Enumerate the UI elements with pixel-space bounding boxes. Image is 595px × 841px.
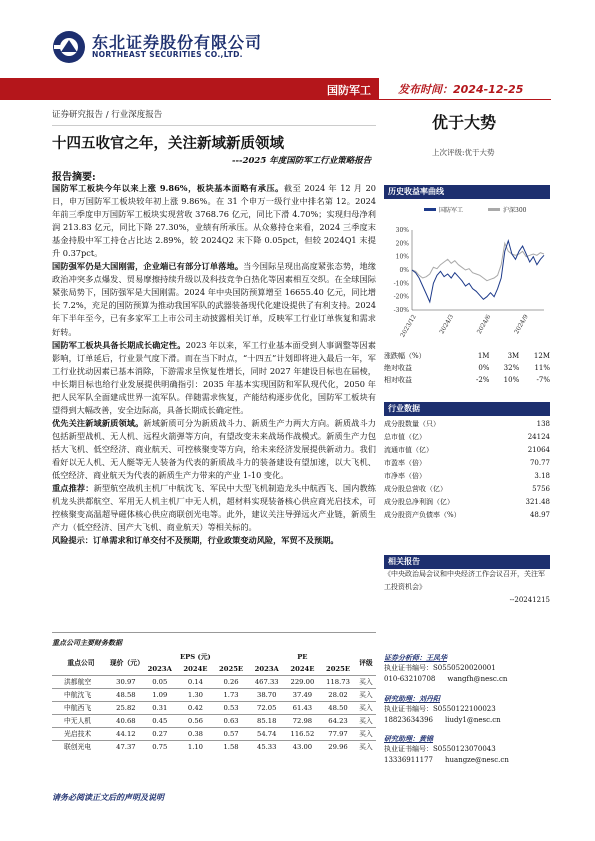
analyst-email[interactable]: huangze@nesc.cn xyxy=(445,756,509,764)
year-header: 2023A xyxy=(147,665,172,673)
analyst-email[interactable]: liudy1@nesc.cn xyxy=(445,716,501,724)
banner-rule xyxy=(379,99,551,100)
market-label: 市盈率（倍） xyxy=(384,459,426,467)
table-row xyxy=(52,676,376,689)
market-row xyxy=(384,457,550,470)
value-cell: 0.42 xyxy=(178,702,214,715)
analyst-phone: 010-63210708 xyxy=(384,675,436,683)
perf-header-cell: 3M xyxy=(507,352,520,360)
analyst-block xyxy=(384,652,507,685)
market-row xyxy=(384,483,550,496)
analyst-cert: 执业证书编号：S0550122100023 xyxy=(384,705,496,713)
analyst-email[interactable]: wangfh@nesc.cn xyxy=(447,675,508,683)
market-row xyxy=(384,470,550,483)
value-cell: 1.30 xyxy=(178,689,214,702)
related-report xyxy=(384,568,550,607)
paragraph-lead: 国防军工板块今年以来上涨 9.86%，板块基本面略有承压。 xyxy=(52,183,284,193)
col-company: 重点公司 xyxy=(67,659,95,667)
perf-value: 0% xyxy=(478,364,490,372)
value-cell: 61.43 xyxy=(285,702,321,715)
related-report-title[interactable]: 《中央政治局会议和中央经济工作会议召开，关注军工投资机会》 xyxy=(384,570,545,591)
market-label: 成分股资产负债率（%） xyxy=(384,511,461,519)
market-value: 5756 xyxy=(532,485,550,493)
market-label: 市净率（倍） xyxy=(384,472,426,480)
previous-rating: 上次评级:优于大势 xyxy=(432,148,495,157)
y-tick-label: -10% xyxy=(393,280,409,288)
paragraph-lead: 国防军工板块具备长期成长确定性。 xyxy=(52,339,186,350)
value-cell: 40.68 xyxy=(110,715,142,728)
value-cell: 1.10 xyxy=(178,741,214,754)
legend-label: 国防军工 xyxy=(439,207,464,214)
company-name-cn: 东北证券股份有限公司 xyxy=(92,33,263,52)
market-row xyxy=(384,509,550,522)
market-row xyxy=(384,444,550,457)
performance-table xyxy=(384,350,550,386)
table-row xyxy=(52,689,376,702)
analyst-phone: 18823634396 xyxy=(384,716,433,724)
perf-row xyxy=(384,374,550,386)
value-cell: 0.75 xyxy=(142,741,178,754)
y-tick-label: 20% xyxy=(395,240,409,248)
perf-header-cell: 12M xyxy=(533,352,550,360)
year-header: 2024E xyxy=(183,665,208,673)
x-tick-label: 2024/9 xyxy=(513,313,530,336)
value-cell: 28.02 xyxy=(320,689,356,702)
perf-value: 11% xyxy=(534,364,550,372)
analyst-block xyxy=(384,693,501,726)
company-financials xyxy=(52,638,376,753)
publish-date: 发布时间：2024-12-25 xyxy=(398,83,524,96)
year-header: 2025E xyxy=(325,665,351,673)
perf-value: -2% xyxy=(475,376,490,384)
y-tick-label: -20% xyxy=(393,293,409,301)
perf-value: 10% xyxy=(503,376,520,384)
y-tick-label: -30% xyxy=(393,307,409,314)
table-row xyxy=(52,715,376,728)
series-line xyxy=(412,241,544,302)
value-cell: 0.05 xyxy=(142,676,178,689)
history-return-chart xyxy=(384,200,550,340)
market-label: 总市值（亿） xyxy=(384,433,426,441)
company-logo-icon xyxy=(52,30,86,64)
analyst-contact[interactable] xyxy=(384,755,509,766)
value-cell: 43.00 xyxy=(285,741,321,754)
year-header: 2023A xyxy=(254,665,279,673)
value-cell: 72.05 xyxy=(249,702,285,715)
rating-cell: 买入 xyxy=(356,689,376,702)
related-heading: 相关报告 xyxy=(384,555,550,569)
year-header: 2025E xyxy=(219,665,244,673)
value-cell: 47.37 xyxy=(110,741,142,754)
rating-cell: 买入 xyxy=(356,702,376,715)
perf-header-cell: 涨跌幅（%） xyxy=(384,352,426,360)
value-cell: 48.50 xyxy=(320,702,356,715)
market-value: 70.77 xyxy=(529,459,550,467)
value-cell: 0.53 xyxy=(213,702,249,715)
value-cell: 0.26 xyxy=(213,676,249,689)
value-cell: 118.73 xyxy=(320,676,356,689)
market-value: 3.18 xyxy=(534,472,550,480)
value-cell: 45.33 xyxy=(249,741,285,754)
chart-heading: 历史收益率曲线 xyxy=(384,185,550,199)
section-banner xyxy=(0,78,379,100)
value-cell: 44.12 xyxy=(110,728,142,741)
perf-value: -7% xyxy=(536,376,550,384)
legend-swatch xyxy=(488,208,500,211)
perf-label: 绝对收益 xyxy=(384,364,412,372)
paragraph-text: 2023 年以来，军工行业基本面受到人事调整等因素影响，订单延后，行业景气度下滑。而在当下时点，“十四五”计划即将进入最后一年，军工行业扰动因素已基本消除，下游需求呈恢复性增长，同时 2027 年建设目标也在届棱，中长期目标也给行业发展提供明确指引：2035 年基本实现国防和军队现代化，2050 年把人民军队全面建成世界一流军队。伴随需求恢复，产能结构逐步优化，国防军工板块有望得到大幅改善，安全边际高，具备长期成长确定性。 xyxy=(52,339,376,415)
value-cell: 0.31 xyxy=(142,702,178,715)
market-label: 流通市值（亿） xyxy=(384,446,433,454)
market-label: 成分股总营收（亿） xyxy=(384,485,447,493)
company-name: 光启技术 xyxy=(52,728,110,741)
value-cell: 1.09 xyxy=(142,689,178,702)
paragraph-text: 截至 2024 年 12 月 20 日，申万国防军工板块较年初上涨 9.86%。在 31 个申万一级行业中排名第 12。2024 年前三季度申万国防军工板块实现营收 3768.76 亿元，同比下滑 4.70%；实现归母净利润 213.83 亿元，同比下降 27.30%，业绩有所承压。从众募持仓来看，2024 三季度末基金持股中军工持仓占比达 2.89%，较 2024Q2 末下降 0.05pct，但较 2024Q1 末提升 0.37pct。 xyxy=(52,183,377,259)
value-cell: 1.58 xyxy=(213,741,249,754)
y-tick-label: 10% xyxy=(395,253,409,261)
paragraph-text: 新型航空战机主机厂中航沈飞、军民中大型飞机制造龙头中航西飞、国内教练机龙头洪都航空、军用无人机主机厂中无人机，超材料实现装备核心供应商光启技术，可控核聚变高温超导磁体核心供应商联创光电等。此外，建议关注导弹远火产业链，新质生产力（低空经济、国产大飞机、商业航天）等相关标的。 xyxy=(52,483,376,533)
value-cell: 0.56 xyxy=(178,715,214,728)
analyst-contact[interactable] xyxy=(384,674,507,685)
company-name: 洪都航空 xyxy=(52,676,110,689)
x-tick-label: 2024/6 xyxy=(475,313,493,336)
value-cell: 0.38 xyxy=(178,728,214,741)
table-row xyxy=(52,741,376,754)
market-value: 138 xyxy=(536,420,550,428)
analyst-block xyxy=(384,733,509,766)
report-subtitle: ---2025 年度国防军工行业策略报告 xyxy=(232,156,372,166)
table-row xyxy=(52,728,376,741)
col-eps: EPS (元) xyxy=(179,653,211,661)
value-cell: 467.33 xyxy=(249,676,285,689)
related-report-date: --20241215 xyxy=(509,596,550,604)
perf-label: 相对收益 xyxy=(384,376,412,384)
value-cell: 0.45 xyxy=(142,715,178,728)
legend-label: 沪深300 xyxy=(503,207,527,214)
legend-swatch xyxy=(424,208,436,211)
year-header: 2024E xyxy=(290,665,315,673)
value-cell: 85.18 xyxy=(249,715,285,728)
value-cell: 30.97 xyxy=(110,676,142,689)
table-row xyxy=(52,702,376,715)
value-cell: 54.74 xyxy=(249,728,285,741)
rating: 优于大势 xyxy=(432,113,497,132)
summary-paragraph xyxy=(52,417,376,482)
footer-disclaimer[interactable]: 请务必阅读正文后的声明及说明 xyxy=(52,792,164,802)
table-title: 重点公司主要财务数据 xyxy=(52,638,122,647)
market-row xyxy=(384,418,550,431)
paragraph-text: 新域新质可分为新质战斗力、新质生产力两大方向。新质战斗力包括新型战机、无人机、远程火箭弹等方向，有望改变未来战场作战模式。新质生产力包括大飞机、低空经济、商业航天、可控核聚变等方向，给未来经济发展提供新动力。我们看好以无人机、无人艇等无人装备为代表的新质战斗力的装备建设有望加速，以大飞机、低空经济、商业航天为代表的新质生产力带来的产业 1-10 变化。 xyxy=(52,417,376,481)
analyst-phone: 13336911177 xyxy=(384,756,433,764)
market-row xyxy=(384,496,550,509)
market-data-table xyxy=(384,418,550,522)
summary-heading: 报告摘要: xyxy=(52,172,96,183)
analyst-name: 研究助理：黄锦 xyxy=(384,734,433,743)
analyst-cert: 执业证书编号：S0550520020001 xyxy=(384,664,496,672)
value-cell: 72.98 xyxy=(285,715,321,728)
rating-cell: 买入 xyxy=(356,741,376,754)
company-name: 中航沈飞 xyxy=(52,689,110,702)
market-row xyxy=(384,431,550,444)
value-cell: 0.27 xyxy=(142,728,178,741)
value-cell: 77.97 xyxy=(320,728,356,741)
analyst-name: 研究助理：刘丹阳 xyxy=(384,694,440,703)
market-label: 成分股总净利润（亿） xyxy=(384,498,454,506)
rating-cell: 买入 xyxy=(356,715,376,728)
value-cell: 0.14 xyxy=(178,676,214,689)
x-tick-label: 2024/3 xyxy=(438,313,456,336)
y-tick-label: 0% xyxy=(399,267,409,274)
paragraph-lead: 国防强军仍是大国刚需，企业端已有部分订单落地。 xyxy=(52,261,244,272)
paragraph-lead: 风险提示：订单需求和订单交付不及预期，行业政策变动风险，军贸不及预期。 xyxy=(52,535,339,546)
value-cell: 0.63 xyxy=(213,715,249,728)
analyst-name: 证券分析师：王凤华 xyxy=(384,653,447,662)
breadcrumb: 证券研究报告 / 行业深度报告 xyxy=(52,110,163,120)
report-title: 十四五收官之年，关注新域新质领域 xyxy=(52,135,284,152)
analyst-cert: 执业证书编号：S0550123070043 xyxy=(384,745,496,753)
paragraph-lead: 重点推荐： xyxy=(52,483,94,494)
paragraph-lead: 优先关注新域新质领域。 xyxy=(52,417,144,428)
value-cell: 1.73 xyxy=(213,689,249,702)
paragraph-text: 当今国际呈现出高度紧张态势，地缘政治冲突多点爆发、贸易摩擦持续升级以及科技竞争白热化等因素相互交织。在全球国际紧张局势下，国防强军是大国刚需。2024 年中央国防预算增至 16655.40 亿元，同比增长 7.2%，充足的国防预算为推动我国军队的武器装备现代化建设提供了有利支持。2024 年下半年至今，已有多家军工上市公司主动披露相关订单，反映军工行业订单恢复和需求好转。 xyxy=(52,261,376,337)
rating-cell: 买入 xyxy=(356,728,376,741)
col-pe: PE xyxy=(297,653,308,661)
value-cell: 64.23 xyxy=(320,715,356,728)
company-name: 中无人机 xyxy=(52,715,110,728)
crumb-divider xyxy=(52,125,376,126)
perf-header-cell: 1M xyxy=(477,352,490,360)
col-rating: 评级 xyxy=(359,659,373,667)
value-cell: 229.00 xyxy=(285,676,321,689)
x-tick-label: 2023/12 xyxy=(399,313,418,339)
value-cell: 116.52 xyxy=(285,728,321,741)
value-cell: 25.82 xyxy=(110,702,142,715)
value-cell: 48.58 xyxy=(110,689,142,702)
market-value: 321.48 xyxy=(525,498,550,506)
value-cell: 0.57 xyxy=(213,728,249,741)
market-heading: 行业数据 xyxy=(384,402,550,416)
summary-paragraph xyxy=(52,534,376,547)
market-value: 21064 xyxy=(527,446,550,454)
value-cell: 38.70 xyxy=(249,689,285,702)
summary-paragraph xyxy=(52,182,376,260)
summary-body xyxy=(52,182,376,547)
market-label: 成分股数量（只） xyxy=(384,420,440,428)
y-tick-label: 30% xyxy=(395,227,409,234)
company-name: 联创光电 xyxy=(52,741,110,754)
market-value: 48.97 xyxy=(529,511,550,519)
value-cell: 29.96 xyxy=(320,741,356,754)
table-top-rule xyxy=(52,632,376,633)
perf-row xyxy=(384,362,550,374)
summary-paragraph xyxy=(52,260,376,338)
analyst-contact[interactable] xyxy=(384,715,501,726)
perf-value: 32% xyxy=(503,364,520,372)
company-name-en: NORTHEAST SECURITIES CO.,LTD. xyxy=(92,50,243,59)
company-name: 中航西飞 xyxy=(52,702,110,715)
rating-cell: 买入 xyxy=(356,676,376,689)
summary-paragraph xyxy=(52,482,376,534)
col-price: 现价（元） xyxy=(109,659,144,667)
market-value: 24124 xyxy=(527,433,550,441)
value-cell: 37.49 xyxy=(285,689,321,702)
summary-paragraph xyxy=(52,339,376,417)
section-label: 国防军工 xyxy=(327,84,371,97)
